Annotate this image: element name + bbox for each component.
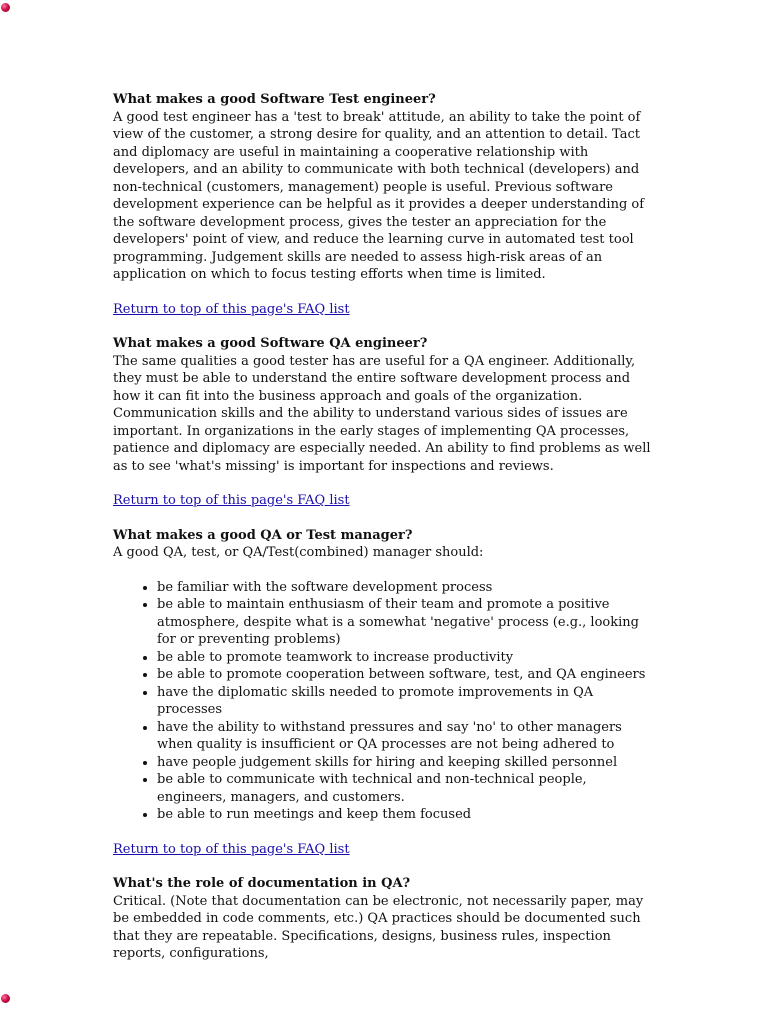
faq-section-test-engineer — [113, 91, 658, 284]
answer-paragraph: A good test engineer has a 'test to break' attitude, an ability to take the point of view of the customer, a strong desire for quality, and an attention to detail. Tact and diplomacy are useful in maintaining a cooperative relationship with developers, and an ability to communicate with both technical (developers) and non-technical (customers, management) people is useful. Previous software development experience can be helpful as it provides a deeper understanding of the software development process, gives the tester an appreciation for the developers' point of view, and reduce the learning curve in automated test tool programming. Judgement skills are needed to assess high-risk areas of an application on which to focus testing efforts when time is limited. — [113, 109, 645, 282]
faq-section-documentation — [113, 875, 658, 963]
answer-paragraph: The same qualities a good tester has are useful for a QA engineer. Additionally, they must be able to understand the entire software development process and how it can fit into the business approach and goals of the organization. Communication skills and the ability to understand various sides of issues are important. In organizations in the early stages of implementing QA processes, patience and diplomacy are especially needed. An ability to find problems as well as to see 'what's missing' is important for inspections and reviews. — [113, 353, 651, 474]
answer-paragraph: Critical. (Note that documentation can be electronic, not necessarily paper, may be embedded in code comments, etc.) QA practices should be documented such that they are repeatable. Specifications, designs, business rules, inspection reports, configurations, — [113, 893, 644, 961]
list-item: • have people judgement skills for hiring and keeping skilled personnel — [157, 754, 658, 772]
faq-section-qa-engineer — [113, 335, 658, 475]
list-item: • be able to promote cooperation between software, test, and QA engineers — [157, 666, 658, 684]
list-item: • have the ability to withstand pressures and say 'no' to other managers when quality is insufficient or QA processes are not being adhered to — [157, 719, 658, 754]
list-item: • be able to run meetings and keep them focused — [157, 806, 658, 824]
document-content — [113, 91, 658, 963]
list-item: • be able to communicate with technical and non-technical people, engineers, managers, and customers. — [157, 771, 658, 806]
list-item: • be able to maintain enthusiasm of their team and promote a positive atmosphere, despite what is a somewhat 'negative' process (e.g., looking for or preventing problems) — [157, 596, 658, 649]
question-heading: What makes a good Software QA engineer? — [113, 336, 428, 351]
return-to-top-link[interactable]: Return to top of this page's FAQ list — [113, 493, 350, 508]
return-to-top-link[interactable]: Return to top of this page's FAQ list — [113, 301, 350, 317]
faq-section-qa-manager — [113, 527, 658, 824]
question-heading: What's the role of documentation in QA? — [113, 876, 411, 891]
return-to-top-link[interactable]: Return to top of this page's FAQ list — [113, 841, 350, 857]
question-heading: What makes a good Software Test engineer? — [113, 92, 436, 107]
answer-paragraph: A good QA, test, or QA/Test(combined) manager should: — [113, 545, 484, 560]
corner-bullet-icon-bottom — [1, 994, 10, 1003]
manager-qualities-list — [113, 579, 658, 824]
list-item: • have the diplomatic skills needed to promote improvements in QA processes — [157, 684, 658, 719]
corner-bullet-icon-top — [1, 3, 10, 12]
list-item: • be able to promote teamwork to increase productivity — [157, 649, 658, 667]
list-item: • be familiar with the software development process — [157, 579, 658, 597]
question-heading: What makes a good QA or Test manager? — [113, 527, 413, 543]
